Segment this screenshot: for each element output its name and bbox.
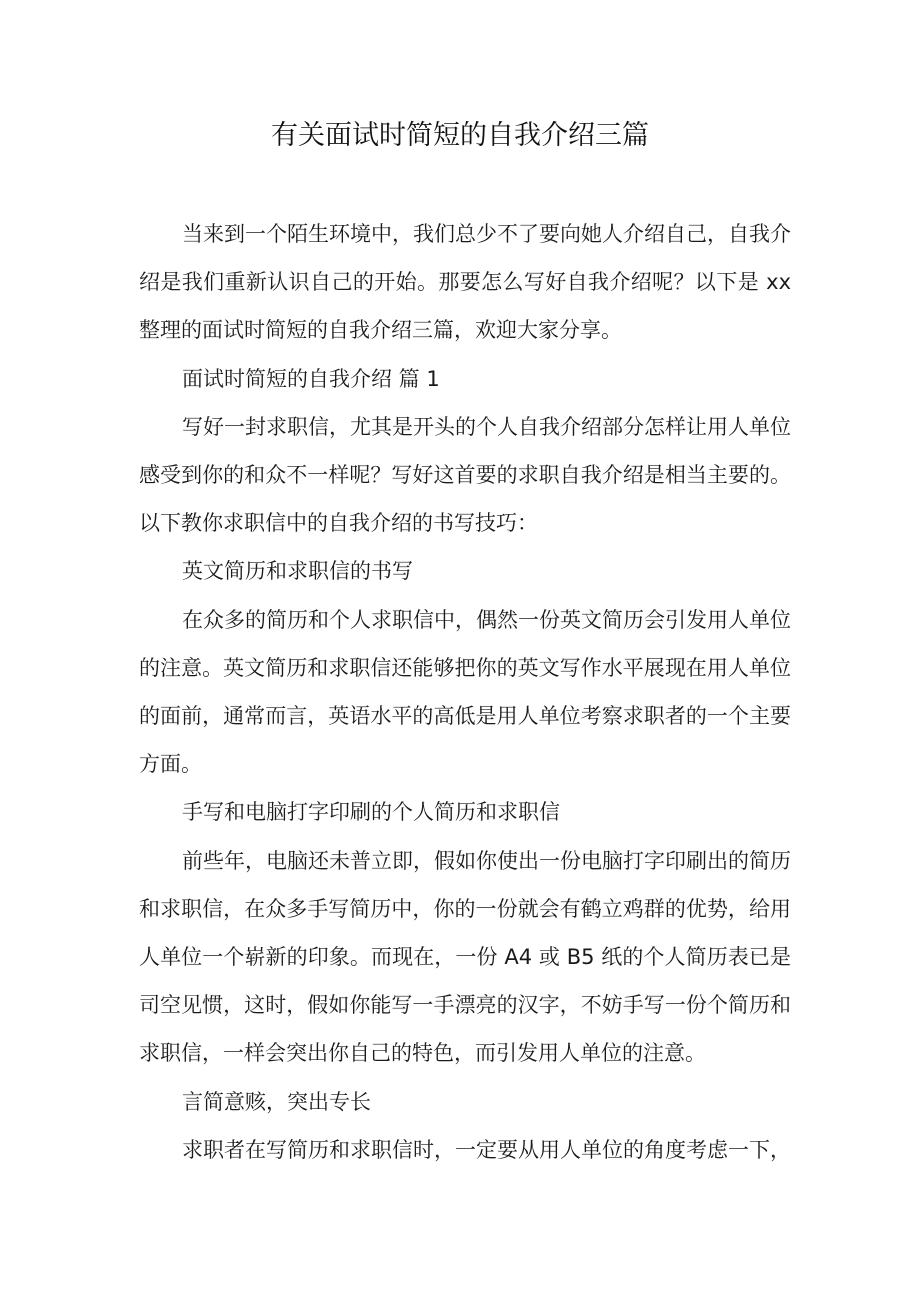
section-heading-1: 面试时简短的自我介绍 篇 1	[182, 366, 440, 391]
paragraph-handwritten-printed: 前些年，电脑还未普立即，假如你使出一份电脑打字印刷出的简历和求职信，在众多手写简历中，你的一份就会有鹤立鸡群的优势，给用人单位一个崭新的印象。而现在，一份 A4 或 B5 纸的个人简历表已是司空见惯，这时，假如你能写一手漂亮的汉字，不妨手写一份个简历和求职信，一样会突出你自己的特色，而引发用人单位的注意。	[139, 848, 791, 1066]
paragraph-cover-letter: 写好一封求职信，尤其是开头的个人自我介绍部分怎样让用人单位感受到你的和众不一样呢？写好这首要的求职自我介绍是相当主要的。以下教你求职信中的自我介绍的书写技巧：	[139, 414, 791, 536]
document-body	[139, 210, 791, 1174]
paragraph-concise: 求职者在写简历和求职信时，一定要从用人单位的角度考虑一下，	[182, 1137, 791, 1162]
paragraph-english-resume: 在众多的简历和个人求职信中，偶然一份英文简历会引发用人单位的注意。英文简历和求职信还能够把你的英文写作水平展现在用人单位的面前，通常而言，英语水平的高低是用人单位考察求职者的一个主要方面。	[139, 607, 791, 777]
intro-paragraph: 当来到一个陌生环境中，我们总少不了要向她人介绍自己，自我介绍是我们重新认识自己的开始。那要怎么写好自我介绍呢？以下是 xx 整理的面试时简短的自我介绍三篇，欢迎大家分享。	[139, 222, 791, 343]
document-title: 有关面试时简短的自我介绍三篇	[271, 120, 649, 151]
subheading-concise: 言简意赅，突出专长	[182, 1089, 371, 1114]
subheading-handwritten-printed: 手写和电脑打字印刷的个人简历和求职信	[182, 800, 560, 825]
subheading-english-resume: 英文简历和求职信的书写	[182, 559, 413, 584]
